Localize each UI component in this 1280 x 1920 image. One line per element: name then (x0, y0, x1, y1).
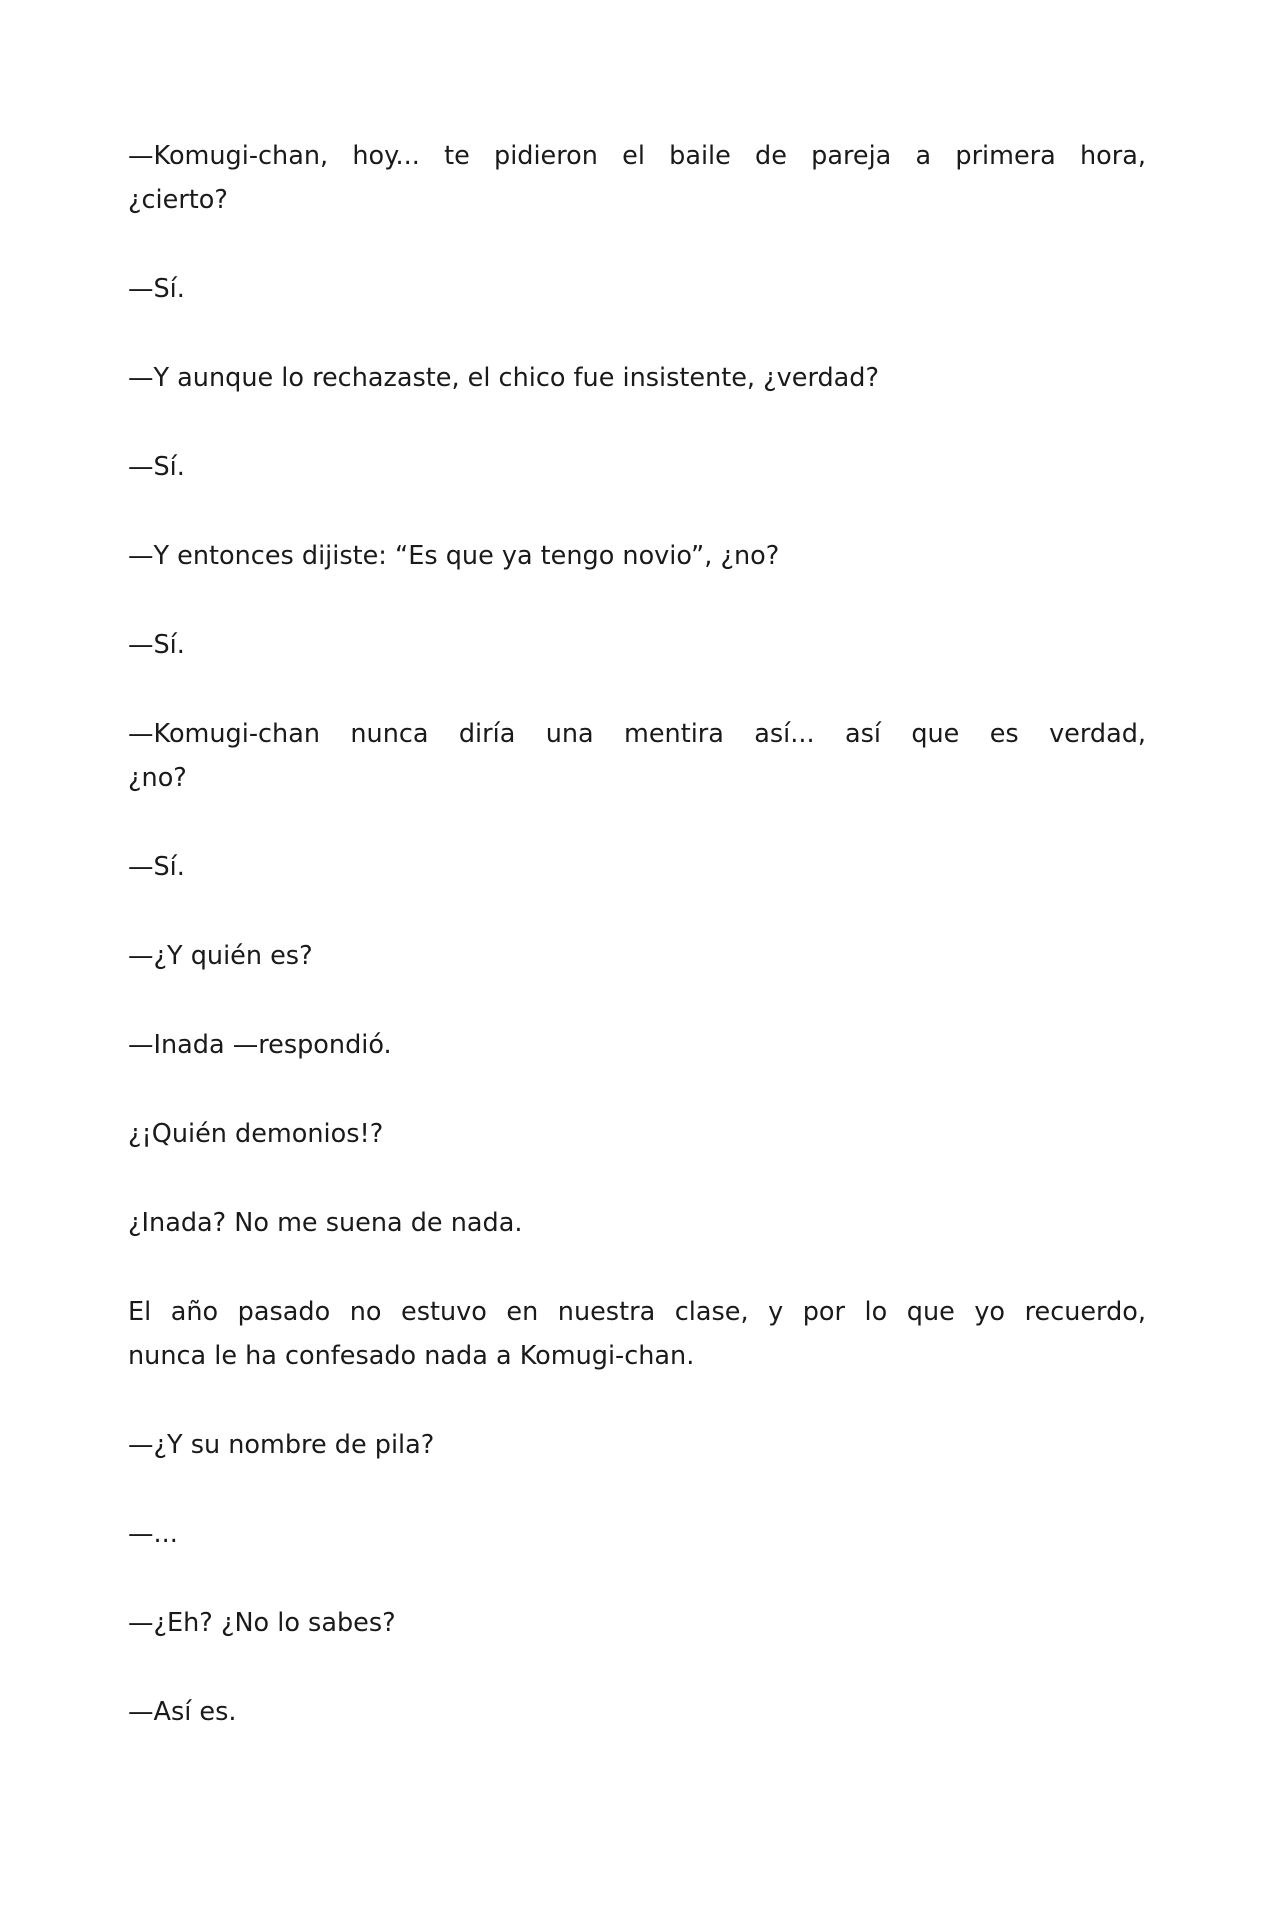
text-line: —Sí. (128, 274, 185, 304)
paragraph (128, 1023, 1146, 1067)
text-line: —Así es. (128, 1697, 237, 1727)
paragraph (128, 356, 1146, 400)
text-line: —Komugi-chan nunca diría una mentira así... así que es verdad, (128, 719, 1146, 749)
text-line: —Sí. (128, 852, 185, 882)
text-line: —¿Eh? ¿No lo sabes? (128, 1608, 396, 1638)
paragraph (128, 1601, 1146, 1645)
paragraph (128, 934, 1146, 978)
text-line: ¿cierto? (128, 185, 228, 215)
paragraph (128, 1690, 1146, 1734)
paragraph (128, 445, 1146, 489)
text-line: —Y entonces dijiste: “Es que ya tengo novio”, ¿no? (128, 541, 780, 571)
paragraph (128, 845, 1146, 889)
text-line: ¿no? (128, 763, 187, 793)
text-line: ¿Inada? No me suena de nada. (128, 1208, 523, 1238)
text-line: —... (128, 1519, 178, 1549)
paragraph (128, 623, 1146, 667)
text-line: —Y aunque lo rechazaste, el chico fue insistente, ¿verdad? (128, 363, 880, 393)
paragraph (128, 712, 1146, 800)
paragraph (128, 1512, 1146, 1556)
text-line: —Sí. (128, 452, 185, 482)
paragraph (128, 1423, 1146, 1467)
text-line: ¿¡Quién demonios!? (128, 1119, 384, 1149)
paragraph (128, 134, 1146, 222)
text-line: nunca le ha confesado nada a Komugi-chan. (128, 1341, 695, 1371)
document-page (128, 134, 1146, 1779)
text-line: —Komugi-chan, hoy... te pidieron el baile de pareja a primera hora, (128, 141, 1146, 171)
paragraph (128, 534, 1146, 578)
text-line: —Sí. (128, 630, 185, 660)
text-line: El año pasado no estuvo en nuestra clase, y por lo que yo recuerdo, (128, 1297, 1146, 1327)
text-line: —¿Y su nombre de pila? (128, 1430, 435, 1460)
paragraph (128, 267, 1146, 311)
paragraph (128, 1290, 1146, 1378)
text-line: —Inada —respondió. (128, 1030, 392, 1060)
paragraph (128, 1201, 1146, 1245)
paragraph (128, 1112, 1146, 1156)
text-line: —¿Y quién es? (128, 941, 313, 971)
